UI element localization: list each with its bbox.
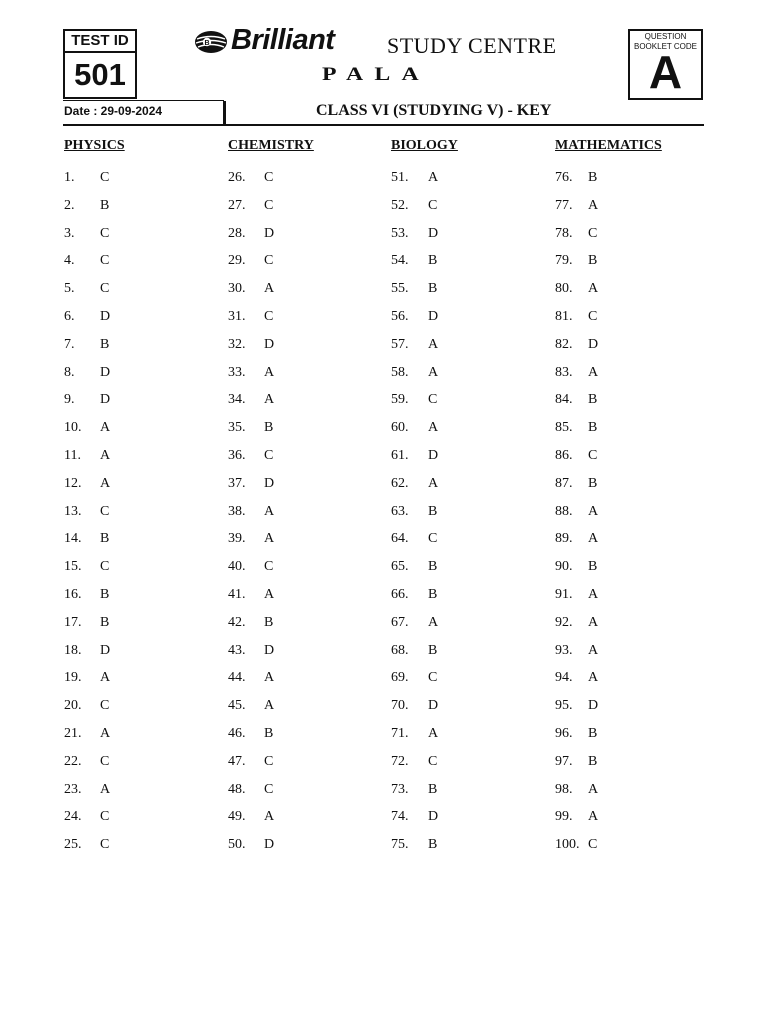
test-id-label: TEST ID [65, 31, 135, 53]
answer-option: C [100, 837, 110, 853]
answer-option: A [264, 587, 275, 602]
answer-option: D [264, 225, 275, 241]
question-number: 100. [555, 837, 580, 853]
answer-option: C [100, 225, 110, 241]
question-number: 34. [228, 392, 246, 408]
question-number: 70. [391, 698, 409, 714]
answer-option: C [100, 809, 110, 825]
answer-option: A [100, 670, 111, 686]
answer-option: A [428, 170, 439, 185]
question-number: 87. [555, 475, 573, 491]
question-number: 15. [64, 559, 82, 575]
answer-option: B [100, 336, 110, 352]
question-number: 79. [555, 253, 573, 269]
date-top-rule [63, 100, 224, 101]
answer-option: B [588, 726, 598, 741]
answer-option: C [428, 531, 438, 547]
answer-option: A [588, 503, 599, 519]
answer-option: A [428, 420, 439, 436]
question-number: 89. [555, 531, 573, 547]
booklet-code-box [628, 29, 703, 100]
question-number: 86. [555, 448, 573, 463]
question-number: 92. [555, 614, 573, 630]
question-number: 6. [64, 309, 75, 324]
question-number: 39. [228, 531, 246, 547]
question-number: 18. [64, 642, 82, 658]
answer-option: A [264, 392, 275, 408]
subject-heading: MATHEMATICS [555, 138, 662, 153]
answer-option: D [588, 698, 599, 714]
answer-option: B [428, 281, 438, 297]
answer-option: B [588, 253, 598, 269]
answer-option: A [428, 726, 439, 741]
answer-option: D [264, 642, 275, 658]
question-number: 12. [64, 475, 82, 491]
answer-option: C [100, 281, 110, 297]
question-number: 47. [228, 753, 246, 769]
answer-option: A [588, 587, 599, 602]
answer-option: C [100, 698, 110, 714]
question-number: 49. [228, 809, 246, 825]
answer-option: D [588, 336, 599, 352]
question-number: 98. [555, 781, 573, 797]
answer-option: D [428, 809, 439, 825]
question-number: 73. [391, 781, 409, 797]
answer-option: C [100, 170, 110, 185]
question-number: 25. [64, 837, 82, 853]
question-number: 99. [555, 809, 573, 825]
question-number: 97. [555, 753, 573, 769]
question-number: 5. [64, 281, 75, 297]
booklet-code-label: QUESTION BOOKLET CODE [634, 32, 697, 51]
question-number: 41. [228, 587, 246, 602]
answer-option: A [588, 642, 599, 658]
question-number: 7. [64, 336, 75, 352]
question-number: 84. [555, 392, 573, 408]
question-number: 10. [64, 420, 82, 436]
answer-option: B [588, 392, 598, 408]
question-number: 58. [391, 364, 409, 380]
answer-option: A [264, 281, 275, 297]
answer-option: D [264, 336, 275, 352]
answer-option: B [428, 503, 438, 519]
question-number: 46. [228, 726, 246, 741]
answer-option: C [428, 670, 438, 686]
question-number: 17. [64, 614, 82, 630]
question-number: 44. [228, 670, 246, 686]
answer-option: C [100, 753, 110, 769]
header-rule [63, 124, 704, 126]
question-number: 43. [228, 642, 246, 658]
question-number: 45. [228, 698, 246, 714]
question-number: 23. [64, 781, 82, 797]
question-number: 3. [64, 225, 75, 241]
answer-option: D [100, 642, 111, 658]
answer-option: B [264, 726, 274, 741]
answer-option: B [428, 253, 438, 269]
question-number: 50. [228, 837, 246, 853]
answer-option: C [264, 559, 274, 575]
question-number: 28. [228, 225, 246, 241]
answer-option: C [588, 448, 598, 463]
centre-name: STUDY CENTRE [387, 33, 557, 58]
question-number: 65. [391, 559, 409, 575]
question-number: 24. [64, 809, 82, 825]
answer-option: A [428, 364, 439, 380]
question-number: 59. [391, 392, 409, 408]
question-number: 93. [555, 642, 573, 658]
question-number: 51. [391, 170, 409, 185]
answer-option: C [264, 781, 274, 797]
question-number: 9. [64, 392, 75, 408]
question-number: 72. [391, 753, 409, 769]
question-number: 68. [391, 642, 409, 658]
answer-option: D [100, 309, 111, 324]
question-number: 4. [64, 253, 75, 269]
answer-option: A [588, 531, 599, 547]
question-number: 19. [64, 670, 82, 686]
question-number: 8. [64, 364, 75, 380]
answer-option: C [428, 197, 438, 213]
question-number: 30. [228, 281, 246, 297]
answer-option: C [428, 753, 438, 769]
answer-option: A [588, 281, 599, 297]
question-number: 77. [555, 197, 573, 213]
answer-option: A [264, 698, 275, 714]
subject-heading: CHEMISTRY [228, 138, 314, 153]
question-number: 66. [391, 587, 409, 602]
header-divider [223, 101, 226, 124]
subject-heading: BIOLOGY [391, 138, 458, 153]
question-number: 69. [391, 670, 409, 686]
booklet-code: A [648, 46, 683, 98]
question-number: 56. [391, 309, 409, 324]
date-label: Date : 29-09-2024 [64, 104, 163, 118]
answer-option: A [100, 420, 111, 436]
test-id-box [63, 29, 137, 99]
question-number: 85. [555, 420, 573, 436]
question-number: 55. [391, 281, 409, 297]
answer-option: D [428, 698, 439, 714]
question-number: 95. [555, 698, 573, 714]
question-number: 64. [391, 531, 409, 547]
question-number: 54. [391, 253, 409, 269]
question-number: 96. [555, 726, 573, 741]
answer-option: A [588, 809, 599, 825]
answer-option: B [588, 753, 598, 769]
answer-option: B [100, 197, 110, 213]
question-number: 67. [391, 614, 409, 630]
question-number: 42. [228, 614, 246, 630]
question-number: 71. [391, 726, 409, 741]
answer-option: A [428, 614, 439, 630]
answer-option: A [588, 614, 599, 630]
answer-option: A [264, 503, 275, 519]
question-number: 32. [228, 336, 246, 352]
answer-option: D [264, 837, 275, 853]
answer-option: D [264, 475, 275, 491]
answer-option: D [100, 392, 111, 408]
answer-option: B [100, 614, 110, 630]
answer-option: B [588, 170, 598, 185]
question-number: 74. [391, 809, 409, 825]
question-number: 53. [391, 225, 409, 241]
answer-option: A [588, 670, 599, 686]
answer-option: C [264, 309, 274, 324]
brilliant-logo-icon [194, 30, 228, 54]
answer-option: A [100, 475, 111, 491]
answer-option: A [428, 336, 439, 352]
answer-option: C [428, 392, 438, 408]
answer-option: C [264, 197, 274, 213]
svg-text:B: B [204, 39, 210, 47]
answer-option: B [588, 420, 598, 436]
question-number: 75. [391, 837, 409, 853]
question-number: 1. [64, 170, 75, 185]
answer-option: C [264, 753, 274, 769]
question-number: 29. [228, 253, 246, 269]
question-number: 33. [228, 364, 246, 380]
answer-option: A [100, 726, 111, 741]
question-number: 31. [228, 309, 246, 324]
answer-option: A [264, 531, 275, 547]
test-id-number: 501 [74, 57, 126, 92]
question-number: 76. [555, 170, 573, 185]
question-number: 37. [228, 475, 246, 491]
question-number: 80. [555, 281, 573, 297]
answer-option: A [100, 448, 111, 463]
question-number: 82. [555, 336, 573, 352]
question-number: 35. [228, 420, 246, 436]
question-number: 21. [64, 726, 82, 741]
answer-option: C [264, 448, 274, 463]
question-number: 60. [391, 420, 409, 436]
answer-option: C [264, 253, 274, 269]
answer-option: A [428, 475, 439, 491]
answer-option: C [264, 170, 274, 185]
question-number: 83. [555, 364, 573, 380]
question-number: 22. [64, 753, 82, 769]
question-number: 2. [64, 197, 75, 213]
answer-option: B [588, 559, 598, 575]
answer-option: B [264, 614, 274, 630]
question-number: 13. [64, 503, 82, 519]
answer-option: B [100, 531, 110, 547]
question-number: 91. [555, 587, 573, 602]
question-number: 62. [391, 475, 409, 491]
question-number: 88. [555, 503, 573, 519]
answer-option: A [264, 809, 275, 825]
answer-option: A [588, 781, 599, 797]
answer-option: C [100, 559, 110, 575]
answer-option: C [588, 837, 598, 853]
answer-option: B [588, 475, 598, 491]
question-number: 40. [228, 559, 246, 575]
question-number: 16. [64, 587, 82, 602]
brand-name: Brilliant [231, 24, 335, 56]
answer-option: B [264, 420, 274, 436]
answer-option: A [100, 781, 111, 797]
answer-option: B [428, 559, 438, 575]
question-number: 27. [228, 197, 246, 213]
question-number: 26. [228, 170, 246, 185]
answer-option: B [428, 837, 438, 853]
question-number: 94. [555, 670, 573, 686]
answer-option: B [428, 642, 438, 658]
question-number: 57. [391, 336, 409, 352]
answer-option: D [100, 364, 111, 380]
answer-option: C [100, 253, 110, 269]
question-number: 36. [228, 448, 246, 463]
answer-option: A [588, 364, 599, 380]
class-title: CLASS VI (STUDYING V) - KEY [316, 102, 552, 119]
answer-option: D [428, 309, 439, 324]
question-number: 52. [391, 197, 409, 213]
question-number: 90. [555, 559, 573, 575]
answer-option: D [428, 448, 439, 463]
question-number: 63. [391, 503, 409, 519]
answer-option: B [428, 587, 438, 602]
question-number: 14. [64, 531, 82, 547]
answer-option: B [428, 781, 438, 797]
answer-option: C [588, 309, 598, 324]
answer-option: C [100, 503, 110, 519]
question-number: 81. [555, 309, 573, 324]
question-number: 20. [64, 698, 82, 714]
answer-option: A [264, 670, 275, 686]
answer-option: A [588, 197, 599, 213]
answer-option: B [100, 587, 110, 602]
centre-location: PALA [322, 64, 430, 85]
answer-option: D [428, 225, 439, 241]
answer-option: A [264, 364, 275, 380]
question-number: 48. [228, 781, 246, 797]
answer-option: C [588, 225, 598, 241]
subject-heading: PHYSICS [64, 138, 125, 153]
question-number: 11. [64, 448, 81, 463]
question-number: 78. [555, 225, 573, 241]
question-number: 38. [228, 503, 246, 519]
question-number: 61. [391, 448, 409, 463]
